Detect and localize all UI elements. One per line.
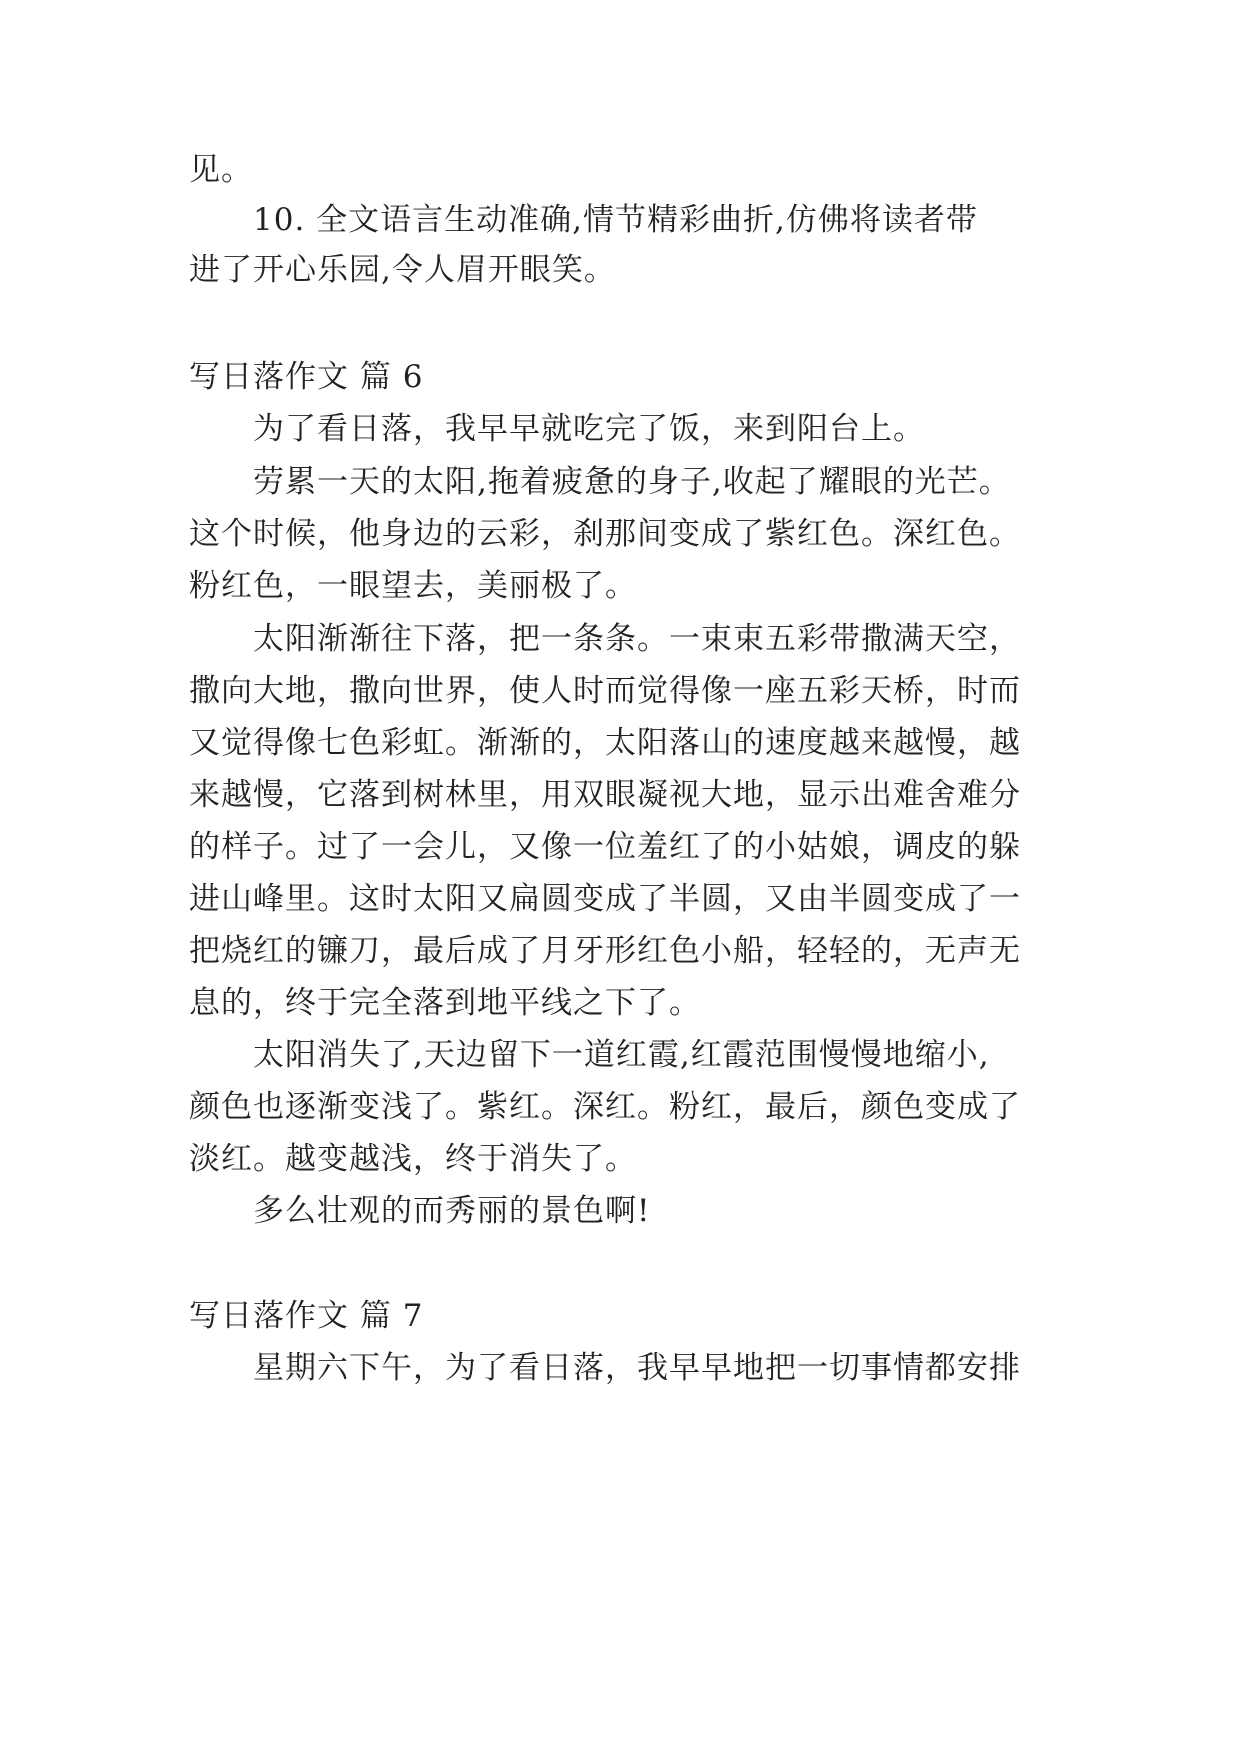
paragraph-line: 把烧红的镰刀，最后成了月牙形红色小船，轻轻的，无声无: [189, 933, 1021, 969]
paragraph-line: 来越慢，它落到树林里，用双眼凝视大地，显示出难舍难分: [189, 777, 1021, 813]
paragraph-line: 这个时候，他身边的云彩，刹那间变成了紫红色。深红色。: [189, 516, 1021, 552]
paragraph-line: 星期六下午，为了看日落，我早早地把一切事情都安排: [253, 1350, 1021, 1386]
paragraph-line: 太阳渐渐往下落，把一条条。一束束五彩带撒满天空，: [253, 621, 1021, 657]
paragraph-line: 息的，终于完全落到地平线之下了。: [189, 985, 701, 1021]
paragraph-line: 太阳消失了,天边留下一道红霞,红霞范围慢慢地缩小,: [253, 1037, 990, 1073]
list-item-10-line: 10. 全文语言生动准确,情节精彩曲折,仿佛将读者带: [253, 202, 978, 238]
section-heading-6: 写日落作文 篇 6: [189, 359, 424, 395]
paragraph-line: 的样子。过了一会儿，又像一位羞红了的小姑娘，调皮的躲: [189, 829, 1021, 865]
paragraph-line: 撒向大地，撒向世界，使人时而觉得像一座五彩天桥，时而: [189, 673, 1021, 709]
paragraph-line: 多么壮观的而秀丽的景色啊!: [253, 1193, 651, 1229]
list-item-10-line: 进了开心乐园,令人眉开眼笑。: [189, 252, 616, 288]
paragraph-line: 劳累一天的太阳,拖着疲惫的身子,收起了耀眼的光芒。: [253, 464, 1011, 500]
section-heading-7: 写日落作文 篇 7: [189, 1298, 424, 1334]
paragraph-line: 为了看日落，我早早就吃完了饭，来到阳台上。: [253, 411, 925, 447]
paragraph-line: 淡红。越变越浅，终于消失了。: [189, 1141, 637, 1177]
paragraph-line: 粉红色，一眼望去，美丽极了。: [189, 568, 637, 604]
paragraph-line: 又觉得像七色彩虹。渐渐的，太阳落山的速度越来越慢，越: [189, 725, 1021, 761]
paragraph-line: 进山峰里。这时太阳又扁圆变成了半圆，又由半圆变成了一: [189, 881, 1021, 917]
paragraph-line: 颜色也逐渐变浅了。紫红。深红。粉红，最后，颜色变成了: [189, 1089, 1021, 1125]
paragraph-line: 见。: [189, 152, 253, 188]
